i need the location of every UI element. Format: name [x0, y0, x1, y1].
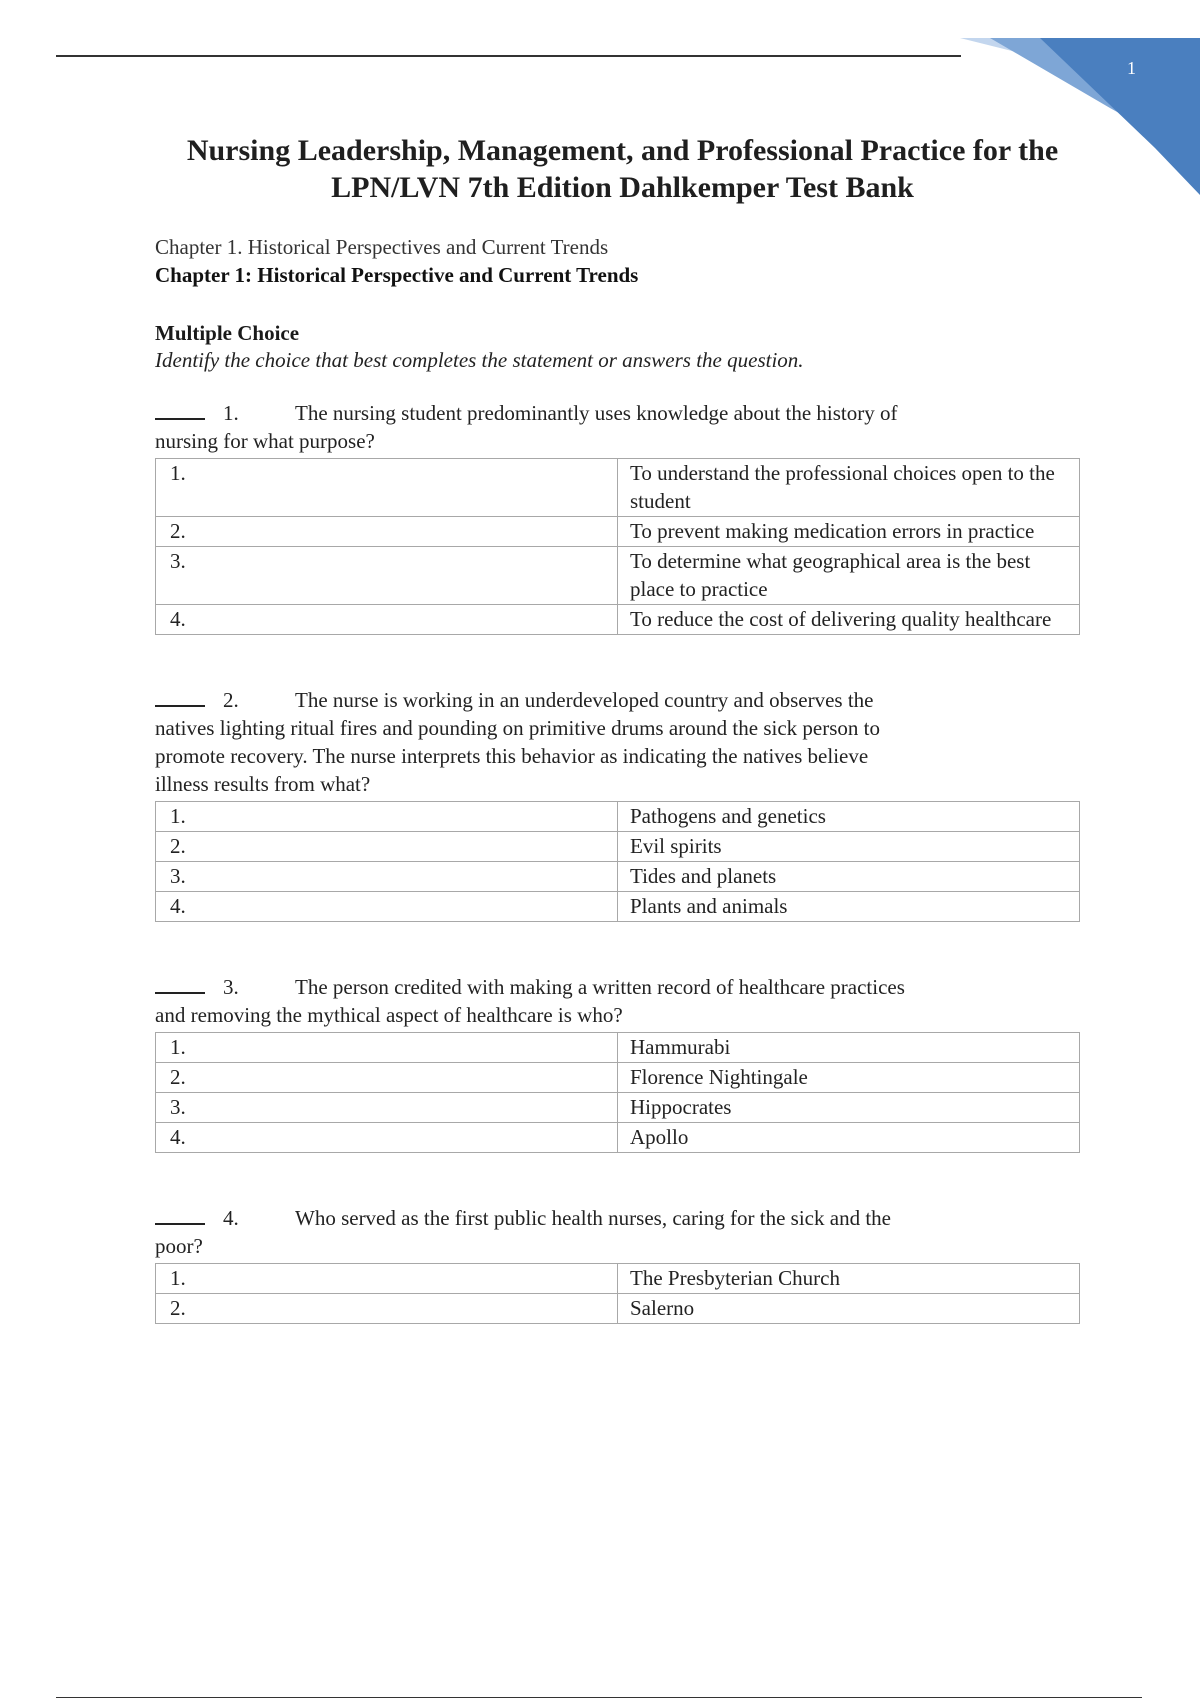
question-first-line: The person credited with making a written record of healthcare practices — [295, 975, 905, 999]
question-line: and removing the mythical aspect of healthcare is who? — [155, 1003, 623, 1027]
question-first-line: The nurse is working in an underdeveloped country and observes the — [295, 688, 874, 712]
question-4 — [155, 1204, 1080, 1324]
option-text: To reduce the cost of delivering quality healthcare — [618, 605, 1080, 635]
option-number: 2. — [156, 1294, 618, 1324]
options-table — [155, 801, 1080, 922]
option-row[interactable] — [156, 605, 1080, 635]
question-text — [155, 686, 995, 798]
option-text: Salerno — [618, 1294, 1080, 1324]
option-text: To prevent making medication errors in practice — [618, 517, 1080, 547]
option-number: 1. — [156, 459, 618, 517]
option-text: To determine what geographical area is the best place to practice — [618, 547, 1080, 605]
option-number: 2. — [156, 1063, 618, 1093]
options-table — [155, 1263, 1080, 1324]
option-number: 1. — [156, 1264, 618, 1294]
option-text: Florence Nightingale — [618, 1063, 1080, 1093]
answer-blank[interactable] — [155, 691, 205, 707]
title-line-2: LPN/LVN 7th Edition Dahlkemper Test Bank — [331, 171, 914, 204]
option-row[interactable] — [156, 1264, 1080, 1294]
answer-blank[interactable] — [155, 978, 205, 994]
section-heading: Multiple Choice — [155, 321, 300, 345]
option-number: 4. — [156, 892, 618, 922]
option-text: Evil spirits — [618, 832, 1080, 862]
question-first-line: The nursing student predominantly uses knowledge about the history of — [295, 401, 898, 425]
page-number: 1 — [1127, 58, 1136, 78]
option-text: Apollo — [618, 1123, 1080, 1153]
options-table — [155, 1032, 1080, 1153]
option-row[interactable] — [156, 1093, 1080, 1123]
option-row[interactable] — [156, 802, 1080, 832]
options-table — [155, 458, 1080, 635]
option-row[interactable] — [156, 1123, 1080, 1153]
option-row[interactable] — [156, 832, 1080, 862]
question-number: 3. — [223, 975, 239, 999]
option-text: To understand the professional choices open to the student — [618, 459, 1080, 517]
option-text: Pathogens and genetics — [618, 802, 1080, 832]
question-2 — [155, 686, 1080, 922]
chapter-label: Chapter 1. Historical Perspectives and Current Trends — [155, 235, 609, 259]
option-row[interactable] — [156, 892, 1080, 922]
option-row[interactable] — [156, 459, 1080, 517]
footer-rule — [56, 1697, 1142, 1698]
option-text: Hammurabi — [618, 1033, 1080, 1063]
option-number: 2. — [156, 517, 618, 547]
option-text: Tides and planets — [618, 862, 1080, 892]
answer-blank[interactable] — [155, 404, 205, 420]
option-row[interactable] — [156, 1063, 1080, 1093]
question-line: promote recovery. The nurse interprets this behavior as indicating the natives believe — [155, 744, 869, 768]
option-row[interactable] — [156, 862, 1080, 892]
question-text — [155, 973, 995, 1029]
question-line: illness results from what? — [155, 772, 371, 796]
question-number: 2. — [223, 688, 239, 712]
option-text: Plants and animals — [618, 892, 1080, 922]
question-line: nursing for what purpose? — [155, 429, 375, 453]
option-row[interactable] — [156, 1033, 1080, 1063]
option-text: The Presbyterian Church — [618, 1264, 1080, 1294]
document-body — [155, 132, 1080, 1324]
option-number: 1. — [156, 802, 618, 832]
section-instructions: Identify the choice that best completes the statement or answers the question. — [155, 348, 804, 372]
option-number: 4. — [156, 605, 618, 635]
title-line-1: Nursing Leadership, Management, and Professional Practice for the — [186, 134, 1059, 167]
option-number: 2. — [156, 832, 618, 862]
document-title — [165, 132, 1080, 206]
question-number: 4. — [223, 1206, 239, 1230]
option-number: 3. — [156, 547, 618, 605]
option-row[interactable] — [156, 517, 1080, 547]
question-first-line: Who served as the first public health nurses, caring for the sick and the — [295, 1206, 891, 1230]
option-number: 3. — [156, 1093, 618, 1123]
answer-blank[interactable] — [155, 1209, 205, 1225]
option-number: 4. — [156, 1123, 618, 1153]
question-1 — [155, 399, 1080, 635]
question-line: poor? — [155, 1234, 203, 1258]
chapter-heading: Chapter 1: Historical Perspective and Current Trends — [155, 263, 639, 287]
header-rule — [56, 55, 961, 57]
option-text: Hippocrates — [618, 1093, 1080, 1123]
question-number: 1. — [223, 401, 239, 425]
option-row[interactable] — [156, 547, 1080, 605]
option-number: 1. — [156, 1033, 618, 1063]
question-text — [155, 399, 975, 455]
question-line: natives lighting ritual fires and pounding on primitive drums around the sick person to — [155, 716, 880, 740]
option-number: 3. — [156, 862, 618, 892]
question-text — [155, 1204, 995, 1260]
question-3 — [155, 973, 1080, 1153]
option-row[interactable] — [156, 1294, 1080, 1324]
